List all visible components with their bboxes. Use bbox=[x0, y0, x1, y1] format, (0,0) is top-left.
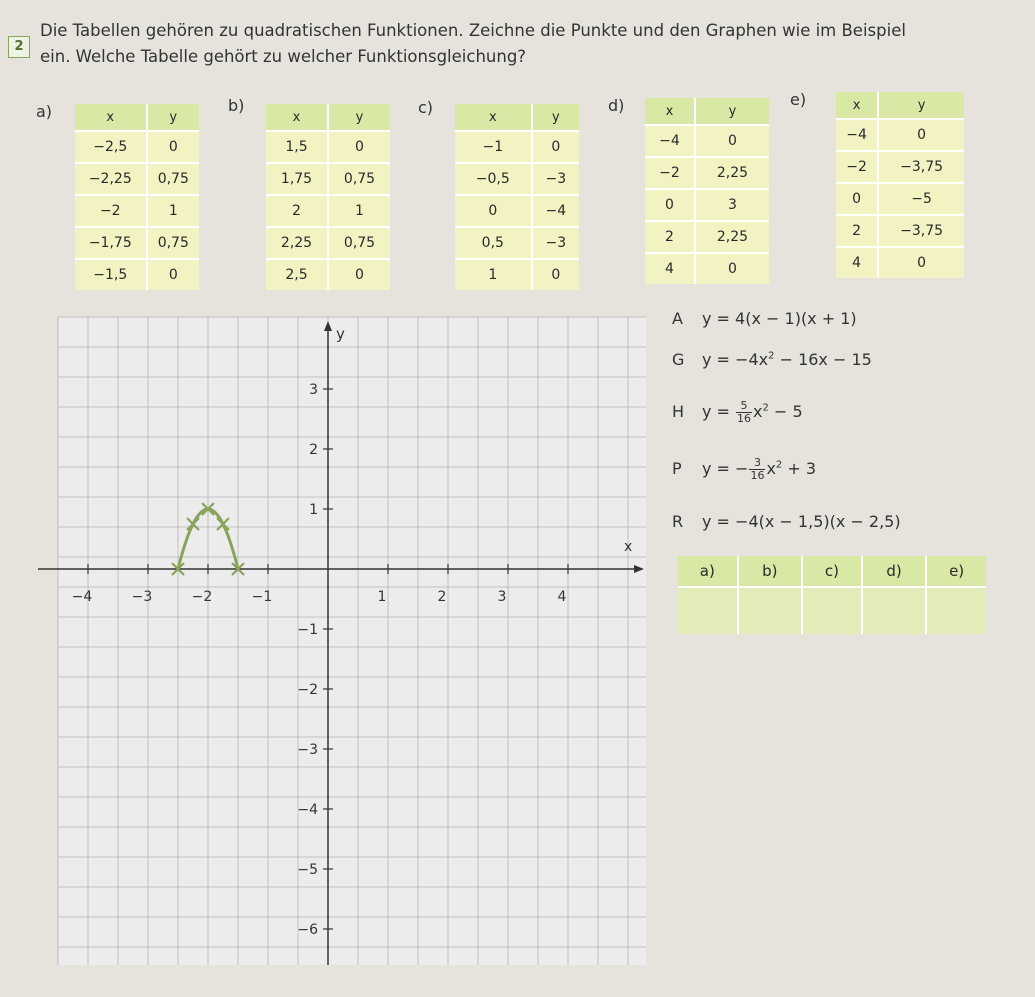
table-e-header-x: x bbox=[836, 92, 878, 119]
equation-letter: H bbox=[672, 402, 685, 421]
table-d-label: d) bbox=[608, 96, 625, 115]
y-tick-label: 1 bbox=[309, 502, 318, 518]
y-tick-label: −1 bbox=[297, 622, 318, 638]
y-tick-label: 3 bbox=[309, 382, 318, 398]
table-cell: 0,75 bbox=[147, 163, 199, 195]
y-axis-label: y bbox=[336, 325, 345, 343]
table-cell: 2,25 bbox=[266, 227, 328, 259]
fraction bbox=[749, 457, 765, 482]
table-cell: −4 bbox=[645, 125, 695, 157]
table-cell: −2,25 bbox=[75, 163, 147, 195]
table-cell: 2 bbox=[836, 215, 878, 247]
answer-cell[interactable] bbox=[926, 587, 986, 634]
table-cell: −3 bbox=[532, 227, 579, 259]
table-cell: 0 bbox=[836, 183, 878, 215]
table-e-header-y: y bbox=[878, 92, 964, 119]
equation-text: + 3 bbox=[782, 459, 817, 478]
table-cell: −1,5 bbox=[75, 259, 147, 290]
answer-header: d) bbox=[862, 556, 926, 587]
equation-text: x bbox=[766, 459, 776, 478]
y-tick-label: −2 bbox=[297, 682, 318, 698]
equation-letter: R bbox=[672, 512, 684, 531]
equation-g bbox=[672, 350, 872, 369]
equation-r bbox=[672, 512, 901, 531]
equation-text: − 5 bbox=[768, 402, 803, 421]
numerator: 5 bbox=[736, 400, 752, 413]
table-cell: 1 bbox=[328, 195, 390, 227]
equation-letter: P bbox=[672, 459, 682, 478]
y-tick-label: −6 bbox=[297, 922, 318, 938]
table-cell: −4 bbox=[532, 195, 579, 227]
table-cell: 2,5 bbox=[266, 259, 328, 290]
x-tick-label: −2 bbox=[191, 589, 213, 605]
table-cell: 0 bbox=[695, 125, 769, 157]
table-cell: 0 bbox=[645, 189, 695, 221]
equation-text: x bbox=[753, 402, 763, 421]
table-cell: 1 bbox=[147, 195, 199, 227]
x-tick-label: −3 bbox=[131, 589, 153, 605]
table-b-header-y: y bbox=[328, 104, 390, 131]
exponent: 2 bbox=[768, 350, 775, 362]
answer-header: a) bbox=[678, 556, 738, 587]
table-cell: 2,25 bbox=[695, 157, 769, 189]
fraction bbox=[736, 400, 752, 425]
x-tick-label: 2 bbox=[437, 589, 447, 605]
table-cell: 4 bbox=[836, 247, 878, 278]
answer-cell[interactable] bbox=[862, 587, 926, 634]
answer-cell[interactable] bbox=[802, 587, 862, 634]
table-cell: 0,5 bbox=[455, 227, 532, 259]
denominator: 16 bbox=[750, 469, 765, 482]
table-b-label: b) bbox=[228, 96, 245, 115]
table-cell: −2,5 bbox=[75, 131, 147, 163]
answer-cell[interactable] bbox=[678, 587, 738, 634]
table-cell: 2,25 bbox=[695, 221, 769, 253]
table-cell: −5 bbox=[878, 183, 964, 215]
table-cell: −3 bbox=[532, 163, 579, 195]
table-b-header-x: x bbox=[266, 104, 328, 131]
equation-text: y = bbox=[702, 402, 736, 421]
task-line-1: Die Tabellen gehören zu quadratischen Funktionen. Zeichne die Punkte und den Graphen wie im Beispiel bbox=[40, 21, 906, 40]
table-cell: 0 bbox=[532, 131, 579, 163]
table-c-header-x: x bbox=[455, 104, 532, 131]
table-cell: −2 bbox=[75, 195, 147, 227]
table-a-label: a) bbox=[36, 102, 53, 121]
table-cell: 0 bbox=[147, 259, 199, 290]
x-tick-label: −4 bbox=[71, 589, 93, 605]
table-d-header-y: y bbox=[695, 98, 769, 125]
table-a-header-y: y bbox=[147, 104, 199, 131]
table-cell: 0 bbox=[455, 195, 532, 227]
table-a-header-x: x bbox=[75, 104, 147, 131]
answer-header: c) bbox=[802, 556, 862, 587]
equation-text: − 16x − 15 bbox=[774, 350, 872, 369]
table-cell: −4 bbox=[836, 119, 878, 151]
table-c-label: c) bbox=[418, 98, 434, 117]
table-cell: 0 bbox=[878, 119, 964, 151]
answer-cell[interactable] bbox=[738, 587, 802, 634]
table-cell: 0 bbox=[328, 259, 390, 290]
table-cell: 1,5 bbox=[266, 131, 328, 163]
x-tick-label: 4 bbox=[557, 589, 567, 605]
table-cell: −3,75 bbox=[878, 215, 964, 247]
equation-letter: A bbox=[672, 309, 683, 328]
grid-background bbox=[58, 317, 646, 965]
table-cell: −0,5 bbox=[455, 163, 532, 195]
table-cell: 0,75 bbox=[328, 163, 390, 195]
exponent: 2 bbox=[762, 402, 769, 414]
table-cell: 0,75 bbox=[328, 227, 390, 259]
equation-a bbox=[672, 309, 857, 328]
table-cell: 2 bbox=[266, 195, 328, 227]
table-e-label: e) bbox=[790, 90, 807, 109]
x-tick-label: 3 bbox=[497, 589, 507, 605]
numerator: 3 bbox=[749, 457, 765, 470]
equation-p bbox=[672, 457, 816, 482]
equation-text: y = −4x bbox=[702, 350, 769, 369]
table-cell: 0 bbox=[532, 259, 579, 290]
table-cell: 1 bbox=[455, 259, 532, 290]
answer-header: e) bbox=[926, 556, 986, 587]
y-tick-label: −3 bbox=[297, 742, 318, 758]
table-cell: 0 bbox=[878, 247, 964, 278]
table-cell: −3,75 bbox=[878, 151, 964, 183]
table-cell: 0 bbox=[328, 131, 390, 163]
table-cell: 0 bbox=[695, 253, 769, 284]
table-cell: 0,75 bbox=[147, 227, 199, 259]
table-d-header-x: x bbox=[645, 98, 695, 125]
x-tick-label: 1 bbox=[377, 589, 387, 605]
task-number-box: 2 bbox=[8, 36, 30, 58]
equation-h bbox=[672, 400, 803, 425]
table-cell: 2 bbox=[645, 221, 695, 253]
table-c-header-y: y bbox=[532, 104, 579, 131]
denominator: 16 bbox=[737, 412, 752, 425]
table-cell: −1 bbox=[455, 131, 532, 163]
task-line-2: ein. Welche Tabelle gehört zu welcher Funktionsgleichung? bbox=[40, 47, 527, 66]
equation-text: y = 4(x − 1)(x + 1) bbox=[702, 309, 857, 328]
table-cell: −2 bbox=[836, 151, 878, 183]
x-axis-label: x bbox=[624, 539, 633, 555]
table-cell: 3 bbox=[695, 189, 769, 221]
answer-header: b) bbox=[738, 556, 802, 587]
exponent: 2 bbox=[775, 459, 783, 471]
x-tick-label: −1 bbox=[251, 589, 273, 605]
table-cell: −2 bbox=[645, 157, 695, 189]
equation-letter: G bbox=[672, 350, 685, 369]
table-cell: −1,75 bbox=[75, 227, 147, 259]
answer-table bbox=[678, 556, 986, 634]
table-cell: 4 bbox=[645, 253, 695, 284]
y-tick-label: −4 bbox=[297, 802, 318, 818]
equation-text: y = − bbox=[702, 459, 749, 478]
y-tick-label: −5 bbox=[297, 862, 318, 878]
table-cell: 0 bbox=[147, 131, 199, 163]
equation-text: y = −4(x − 1,5)(x − 2,5) bbox=[702, 512, 901, 531]
table-cell: 1,75 bbox=[266, 163, 328, 195]
y-tick-label: 2 bbox=[309, 442, 318, 458]
